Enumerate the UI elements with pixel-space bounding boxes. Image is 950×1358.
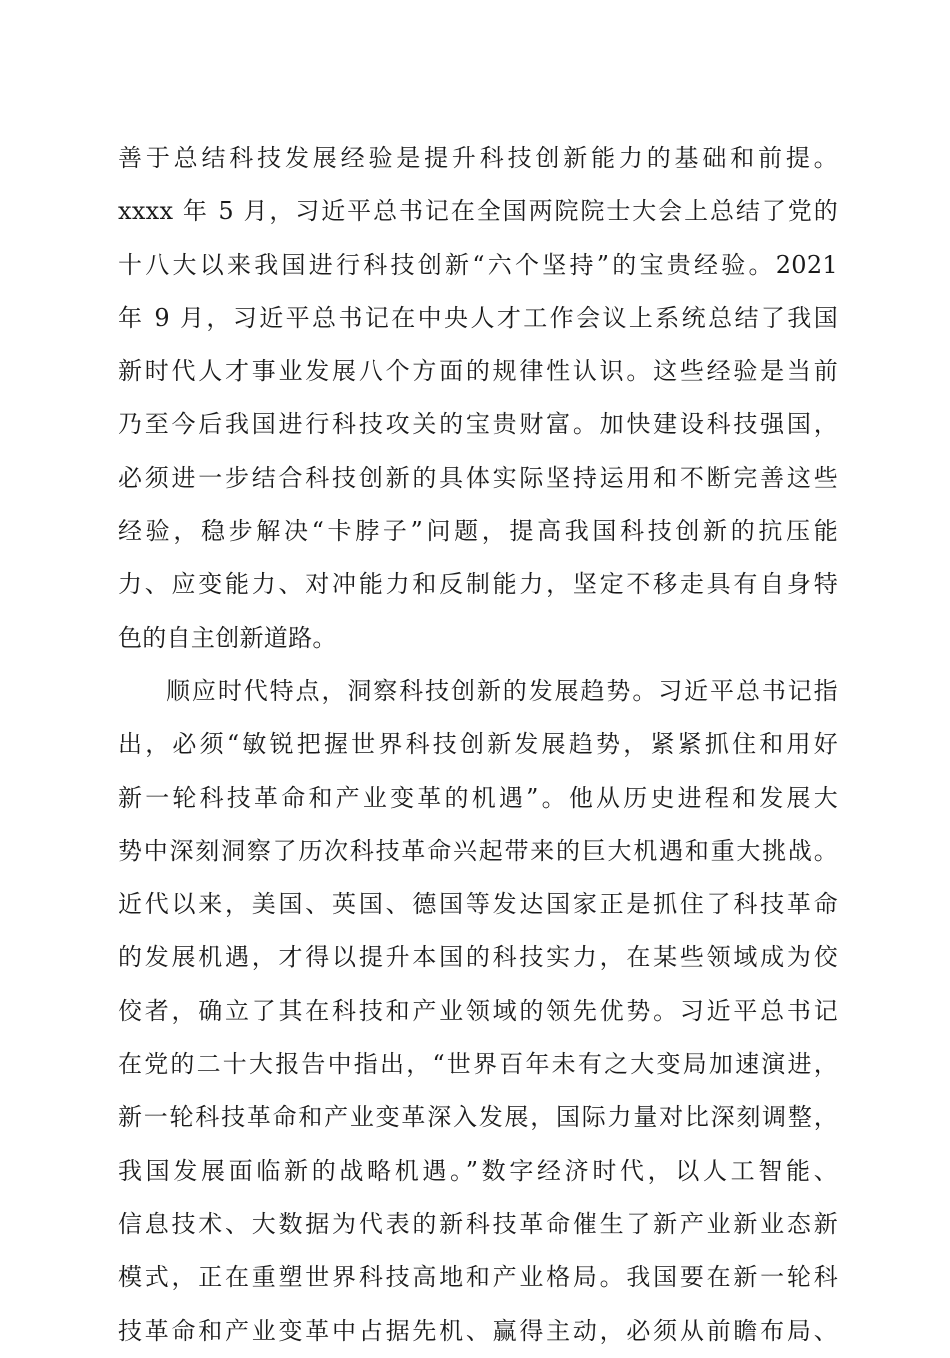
text-line: 势中深刻洞察了历次科技革命兴起带来的巨大机遇和重大挑战。 [118, 836, 838, 865]
text-line: 在党的二十大报告中指出，“世界百年未有之大变局加速演进， [118, 1050, 838, 1079]
text-line: 经验，稳步解决“卡脖子”问题，提高我国科技创新的抗压能 [118, 517, 838, 546]
text-line: 技革命和产业变革中占据先机、赢得主动，必须从前瞻布局、 [118, 1316, 838, 1345]
text-line: xxxx 年 5 月，习近平总书记在全国两院院士大会上总结了党的 [118, 197, 838, 226]
text-line: 年 9 月，习近平总书记在中央人才工作会议上系统总结了我国 [118, 303, 838, 332]
text-line: 必须进一步结合科技创新的具体实际坚持运用和不断完善这些 [118, 463, 838, 492]
text-line: 新时代人才事业发展八个方面的规律性认识。这些经验是当前 [118, 357, 838, 386]
text-line: 顺应时代特点，洞察科技创新的发展趋势。习近平总书记指 [166, 676, 838, 705]
text-line: 新一轮科技革命和产业变革的机遇”。他从历史进程和发展大 [118, 783, 838, 812]
text-line: 新一轮科技革命和产业变革深入发展，国际力量对比深刻调整， [118, 1103, 838, 1132]
text-line: 模式，正在重塑世界科技高地和产业格局。我国要在新一轮科 [118, 1263, 838, 1292]
text-line: 善于总结科技发展经验是提升科技创新能力的基础和前提。 [118, 144, 838, 172]
text-line: 信息技术、大数据为代表的新科技革命催生了新产业新业态新 [118, 1209, 838, 1238]
text-line: 的发展机遇，才得以提升本国的科技实力，在某些领域成为佼 [118, 943, 838, 972]
body-text [118, 132, 838, 1358]
text-line: 出，必须“敏锐把握世界科技创新发展趋势，紧紧抓住和用好 [118, 730, 838, 759]
text-line: 我国发展面临新的战略机遇。”数字经济时代，以人工智能、 [118, 1156, 838, 1185]
text-line: 乃至今后我国进行科技攻关的宝贵财富。加快建设科技强国， [118, 410, 838, 439]
text-line: 佼者，确立了其在科技和产业领域的领先优势。习近平总书记 [118, 996, 838, 1025]
paragraph-2 [118, 665, 838, 1358]
paragraph-1 [118, 132, 838, 665]
text-line: 色的自主创新道路。 [118, 623, 337, 652]
text-line: 近代以来，美国、英国、德国等发达国家正是抓住了科技革命 [118, 890, 838, 919]
text-line: 十八大以来我国进行科技创新“六个坚持”的宝贵经验。2021 [118, 250, 838, 279]
text-line: 力、应变能力、对冲能力和反制能力，坚定不移走具有自身特 [118, 570, 838, 599]
